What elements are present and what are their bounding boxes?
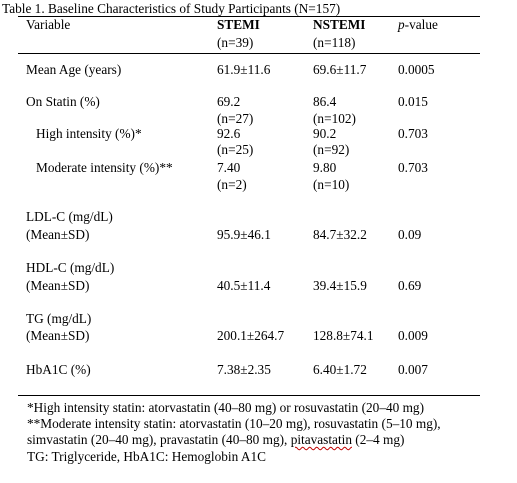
cell-age-stemi: 61.9±11.6	[217, 62, 271, 77]
cell-hba1c-stemi: 7.38±2.35	[217, 362, 271, 377]
row-label-moderate-intensity: Moderate intensity (%)**	[36, 160, 173, 175]
cell-statin-stemi: 69.2	[217, 94, 241, 109]
cell-high-stemi-n: (n=25)	[217, 142, 254, 157]
header-variable: Variable	[26, 17, 71, 32]
cell-statin-nstemi: 86.4	[313, 94, 337, 109]
cell-moderate-stemi: 7.40	[217, 160, 241, 175]
cell-hba1c-nstemi: 6.40±1.72	[313, 362, 367, 377]
header-stemi: STEMI	[217, 17, 260, 32]
cell-age-nstemi: 69.6±11.7	[313, 62, 367, 77]
cell-high-nstemi: 90.2	[313, 126, 337, 141]
footnote-abbreviations: TG: Triglyceride, HbA1C: Hemoglobin A1C	[27, 449, 266, 464]
header-rule	[18, 53, 480, 54]
table-bottom-rule	[18, 395, 480, 396]
footnote-line3-c: (2–4 mg)	[351, 432, 405, 447]
cell-high-stemi: 92.6	[217, 126, 241, 141]
cell-statin-p: 0.015	[398, 94, 428, 109]
row-label-age: Mean Age (years)	[26, 62, 122, 77]
header-nstemi-n: (n=118)	[313, 35, 356, 50]
cell-high-p: 0.703	[398, 126, 428, 141]
spellcheck-word: pitavastatin	[290, 432, 352, 447]
row-label-on-statin: On Statin (%)	[26, 94, 100, 109]
cell-moderate-stemi-n: (n=2)	[217, 177, 247, 192]
cell-tg-nstemi: 128.8±74.1	[313, 328, 374, 343]
row-label-ldl-sub: (Mean±SD)	[26, 227, 90, 242]
cell-hdl-nstemi: 39.4±15.9	[313, 278, 367, 293]
row-label-tg: TG (mg/dL)	[26, 311, 92, 326]
row-label-hdl: HDL-C (mg/dL)	[26, 260, 115, 275]
cell-ldl-p: 0.09	[398, 227, 422, 242]
row-label-hdl-sub: (Mean±SD)	[26, 278, 90, 293]
cell-ldl-nstemi: 84.7±32.2	[313, 227, 367, 242]
cell-hdl-p: 0.69	[398, 278, 422, 293]
footnote-moderate-continued	[27, 432, 404, 447]
row-label-hba1c: HbA1C (%)	[26, 362, 91, 377]
cell-tg-stemi: 200.1±264.7	[217, 328, 285, 343]
table-title: Table 1. Baseline Characteristics of Study Participants (N=157)	[2, 1, 341, 16]
cell-moderate-nstemi-n: (n=10)	[313, 177, 350, 192]
cell-high-nstemi-n: (n=92)	[313, 142, 350, 157]
header-stemi-n: (n=39)	[217, 35, 254, 50]
cell-ldl-stemi: 95.9±46.1	[217, 227, 271, 242]
cell-moderate-p: 0.703	[398, 160, 428, 175]
header-p-rest: -value	[404, 17, 438, 32]
header-p-value	[398, 17, 438, 32]
header-nstemi: NSTEMI	[313, 17, 366, 32]
header-p-italic: p	[398, 17, 405, 32]
cell-age-p: 0.0005	[398, 62, 435, 77]
row-label-tg-sub: (Mean±SD)	[26, 328, 90, 343]
cell-tg-p: 0.009	[398, 328, 428, 343]
row-label-ldl: LDL-C (mg/dL)	[26, 209, 113, 224]
footnote-high-intensity: *High intensity statin: atorvastatin (40–80 mg) or rosuvastatin (20–40 mg)	[27, 400, 425, 415]
cell-hba1c-p: 0.007	[398, 362, 428, 377]
cell-statin-nstemi-n: (n=102)	[313, 111, 356, 126]
footnote-moderate-intensity: **Moderate intensity statin: atorvastatin (10–20 mg), rosuvastatin (5–10 mg),	[27, 416, 441, 431]
cell-hdl-stemi: 40.5±11.4	[217, 278, 271, 293]
footnote-line3-a: simvastatin (20–40 mg), pravastatin (40–80 mg),	[27, 432, 291, 447]
row-label-high-intensity: High intensity (%)*	[36, 126, 142, 141]
cell-statin-stemi-n: (n=27)	[217, 111, 254, 126]
cell-moderate-nstemi: 9.80	[313, 160, 337, 175]
